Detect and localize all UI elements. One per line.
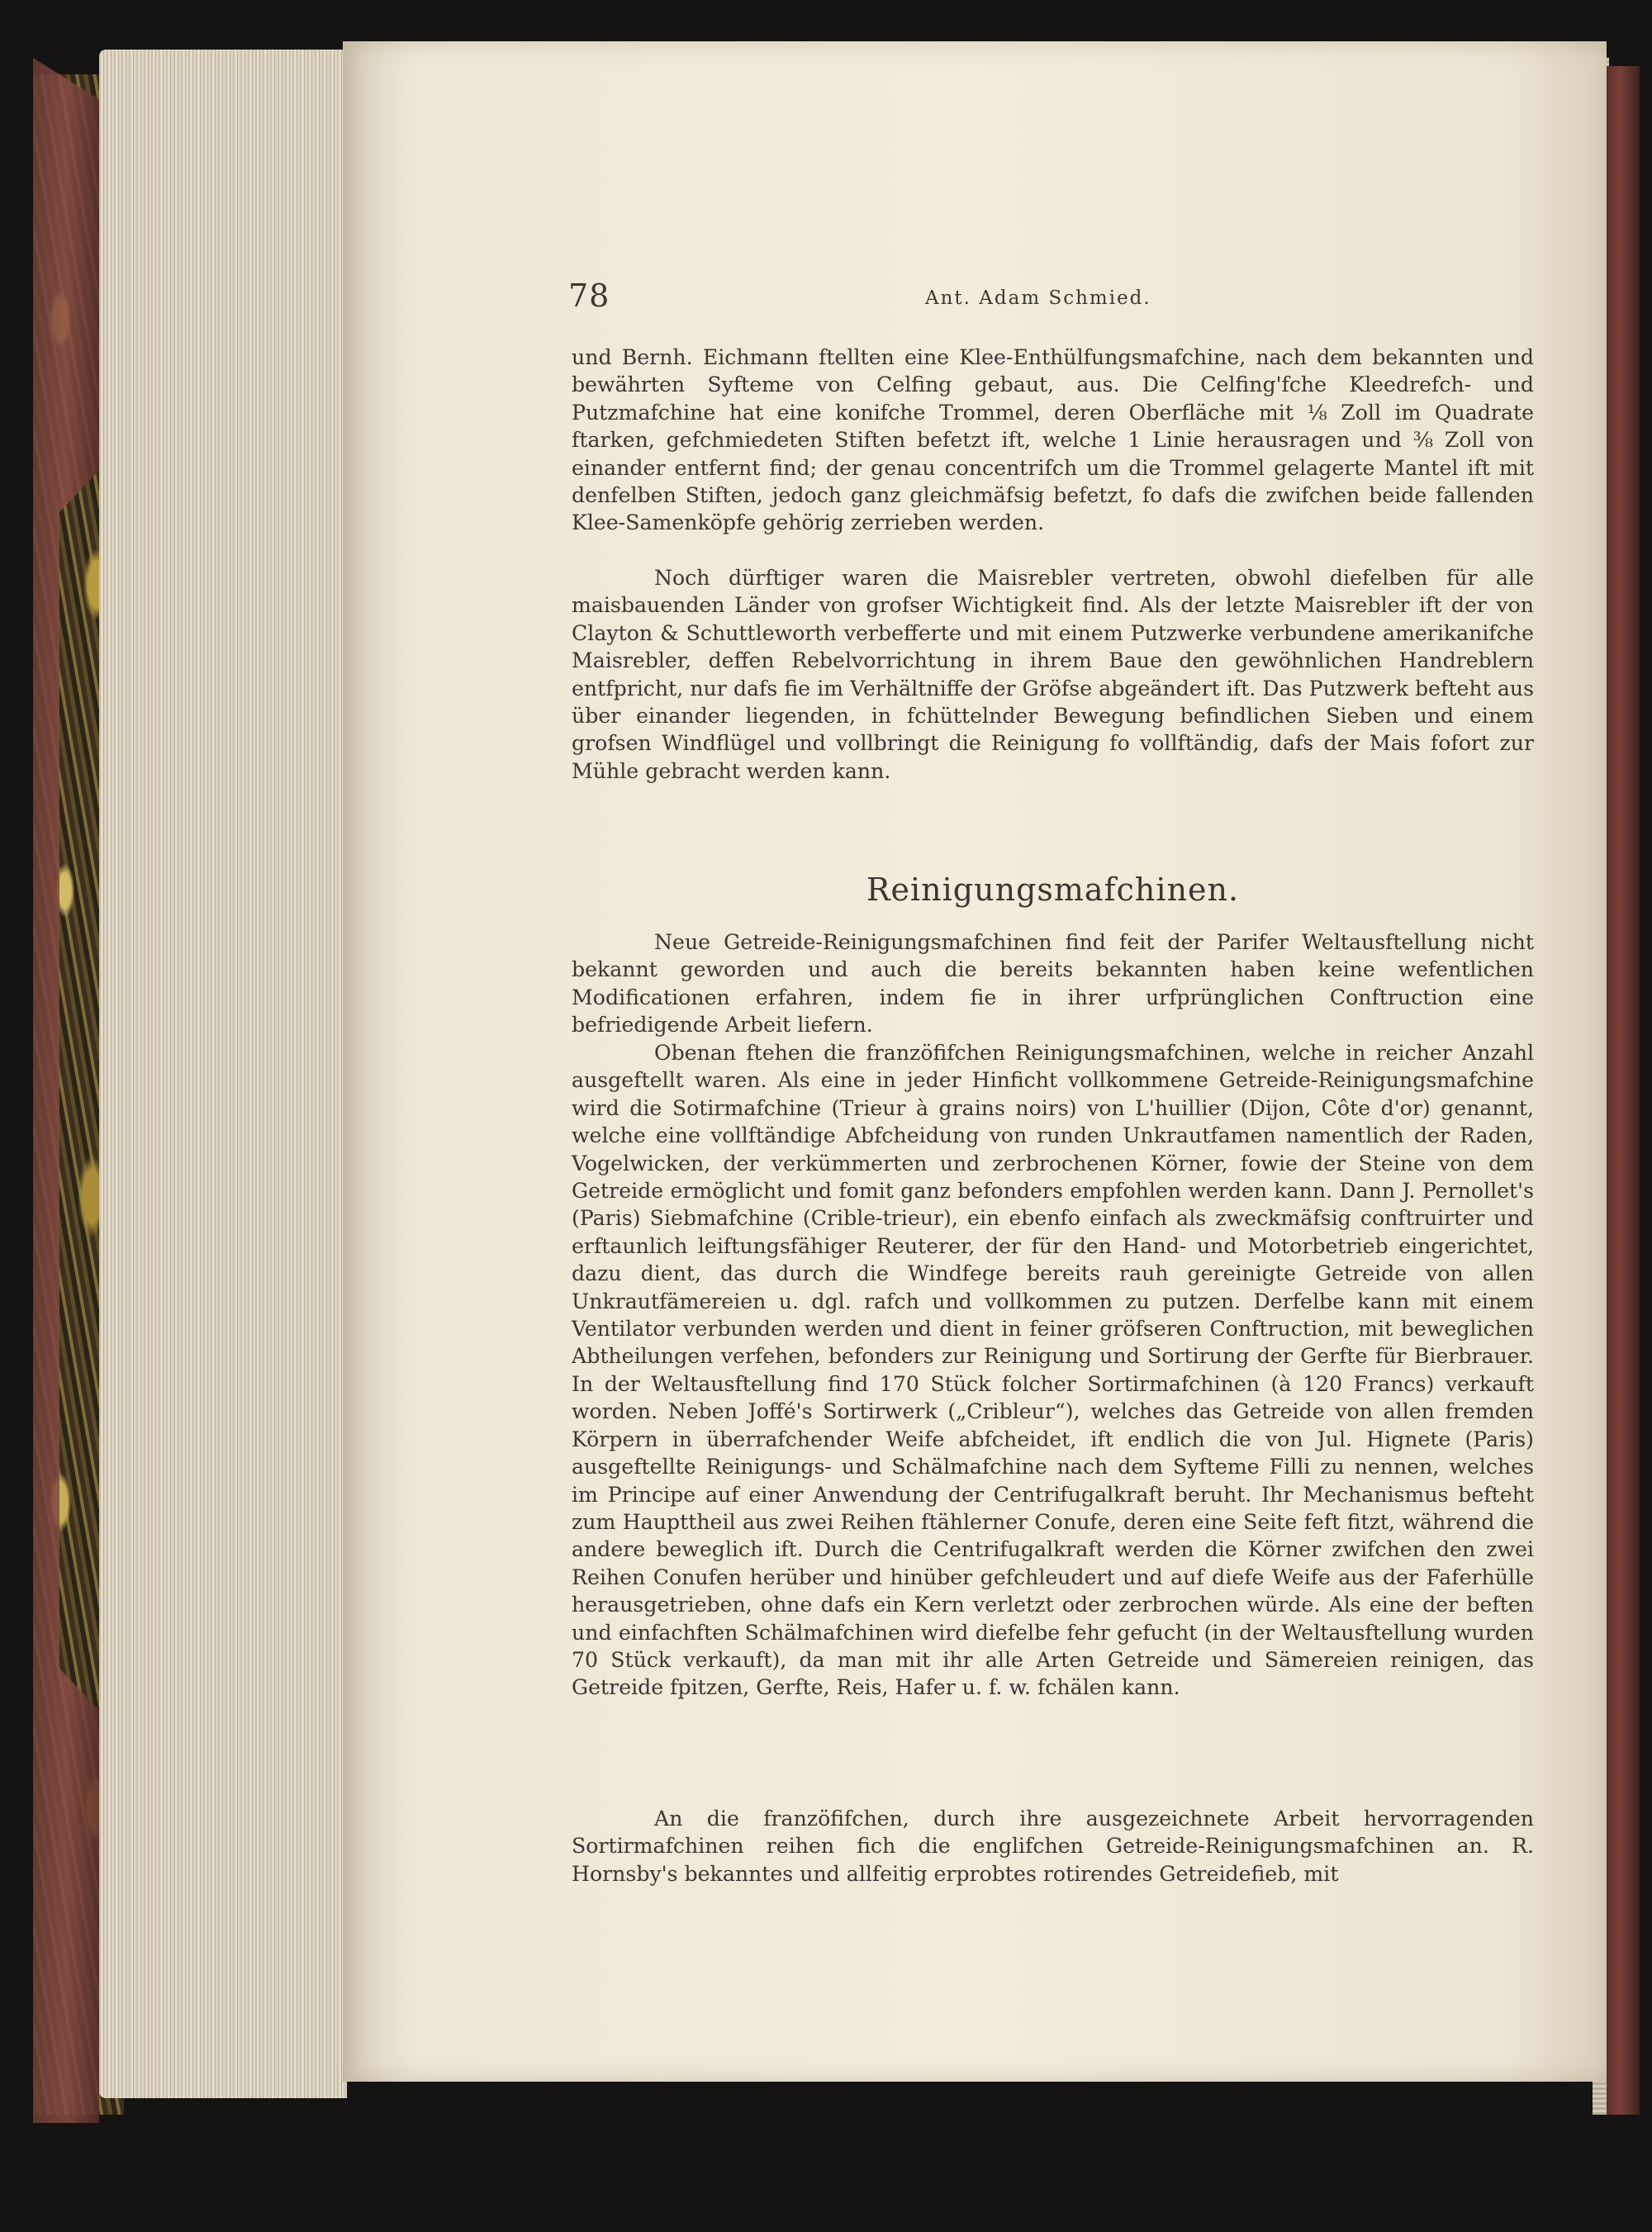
section-heading: Reinigungsmafchinen.: [866, 871, 1240, 908]
body-paragraph: Obenan ftehen die franzöfifchen Reinigungsmafchinen, welche in reicher Anzahl ausgeftellt waren. Als eine in jeder Hinficht vollkommene Getreide-Reinigungsmafchine wird die Sotirmafchine (Trieur à grains noirs) von L'huillier (Dijon, Côte d'or) genannt, welche eine vollftändige Abfcheidung von runden Unkrautfamen namentlich der Raden, Vogelwicken, der verkümmerten und zerbrochenen Körner, fowie der Steine von dem Getreide ermöglicht und fomit ganz befonders empfohlen werden kann. Dann J. Pernollet's (Paris) Siebmafchine (Crible-trieur), ein ebenfo einfach als zweckmäfsig conftruirter und erftaunlich leiftungsfähiger Reuterer, der für den Hand- und Motorbetrieb eingerichtet, dazu dient, das durch die Windfege bereits rauh gereinigte Getreide von allen Unkrautfämereien u. dgl. rafch und vollkommen zu putzen. Derfelbe kann mit einem Ventilator verbunden werden und dient in feiner gröfseren Conftruction, mit beweglichen Abtheilungen verfehen, befonders zur Reinigung und Sortirung der Gerfte für Bierbrauer. In der Weltausftellung find 170 Stück folcher Sortirmafchinen (à 120 Francs) verkauft worden. Neben Joffé's Sortirwerk („Cribleur“), welches das Getreide von allen fremden Körpern in überrafchender Weife abfcheidet, ift endlich die von Jul. Hignete (Paris) ausgeftellte Reinigungs- und Schälmafchine nach dem Syfteme Filli zu nennen, welches im Principe auf einer Anwendung der Centrifugalkraft beruht. Ihr Mechanismus befteht zum Haupttheil aus zwei Reihen ftählerner Conufe, deren eine Seite feft fitzt, während die andere beweglich ift. Durch die Centrifugalkraft werden die Körner zwifchen den zwei Reihen Conufen herüber und hinüber gefchleudert und auf diefe Weife aus der Faferhülle herausgetrieben, ohne dafs ein Kern verletzt oder zerbrochen würde. Als eine der beften und einfachften Schälmafchinen wird diefelbe fehr gefucht (in der Weltausftellung wurden 70 Stück verkauft), da man mit ihr alle Arten Getreide und Sämereien reinigen, das Getreide fpitzen, Gerfte, Reis, Hafer u. f. w. fchälen kann.: [572, 1041, 1534, 1700]
body-paragraph: Neue Getreide-Reinigungsmafchinen find feit der Parifer Weltausftellung nicht bekannt geworden und auch die bereits bekannten haben keine wefentlichen Modificationen erfahren, indem fie in ihrer urfprünglichen Conftruction eine befriedigende Arbeit liefern.: [572, 930, 1534, 1038]
body-paragraph: Noch dürftiger waren die Maisrebler vertreten, obwohl diefelben für alle maisbauenden Länder von grofser Wichtigkeit find. Als der letzte Maisrebler ift der von Clayton & Schuttleworth verbefferte und mit einem Putzwerke verbundene amerikanifche Maisrebler, deffen Rebelvorrichtung in ihrem Baue den gewöhnlichen Handreblern entfpricht, nur dafs fie im Verhältniffe der Gröfse abgeändert ift. Das Putzwerk befteht aus über einander liegenden, in fchüttelnder Bewegung befindlichen Sieben und einem grofsen Windflügel und vollbringt die Reinigung fo vollftändig, dafs der Mais fofort zur Mühle gebracht werden kann.: [572, 566, 1534, 783]
right-binding-edge: [1607, 66, 1640, 2115]
page-block-edges: [99, 50, 347, 2098]
page-number: 78: [568, 278, 610, 314]
body-paragraph: und Bernh. Eichmann ftellten eine Klee-Enthülfungsmafchine, nach dem bekannten und bewährten Syfteme von Celfing gebaut, aus. Die Celfing'fche Kleedrefch- und Putzmafchine hat eine konifche Trommel, deren Oberfläche mit ⅛ Zoll im Quadrate ftarken, gefchmiedeten Stiften befetzt ift, welche 1 Linie herausragen und ⅜ Zoll von einander entfernt find; der genau concentrifch um die Trommel gelagerte Mantel ift mit denfelben Stiften, jedoch ganz gleichmäfsig befetzt, fo dafs die zwifchen beide fallenden Klee-Samenköpfe gehörig zerrieben werden.: [572, 345, 1534, 535]
running-head: Ant. Adam Schmied.: [925, 287, 1151, 309]
body-paragraph: An die franzöfifchen, durch ihre ausgezeichnete Arbeit hervorragenden Sortirmafchinen reihen fich die englifchen Getreide-Reinigungsmafchinen an. R. Hornsby's bekanntes und allfeitig erprobtes rotirendes Getreidefieb, mit: [572, 1807, 1534, 1886]
